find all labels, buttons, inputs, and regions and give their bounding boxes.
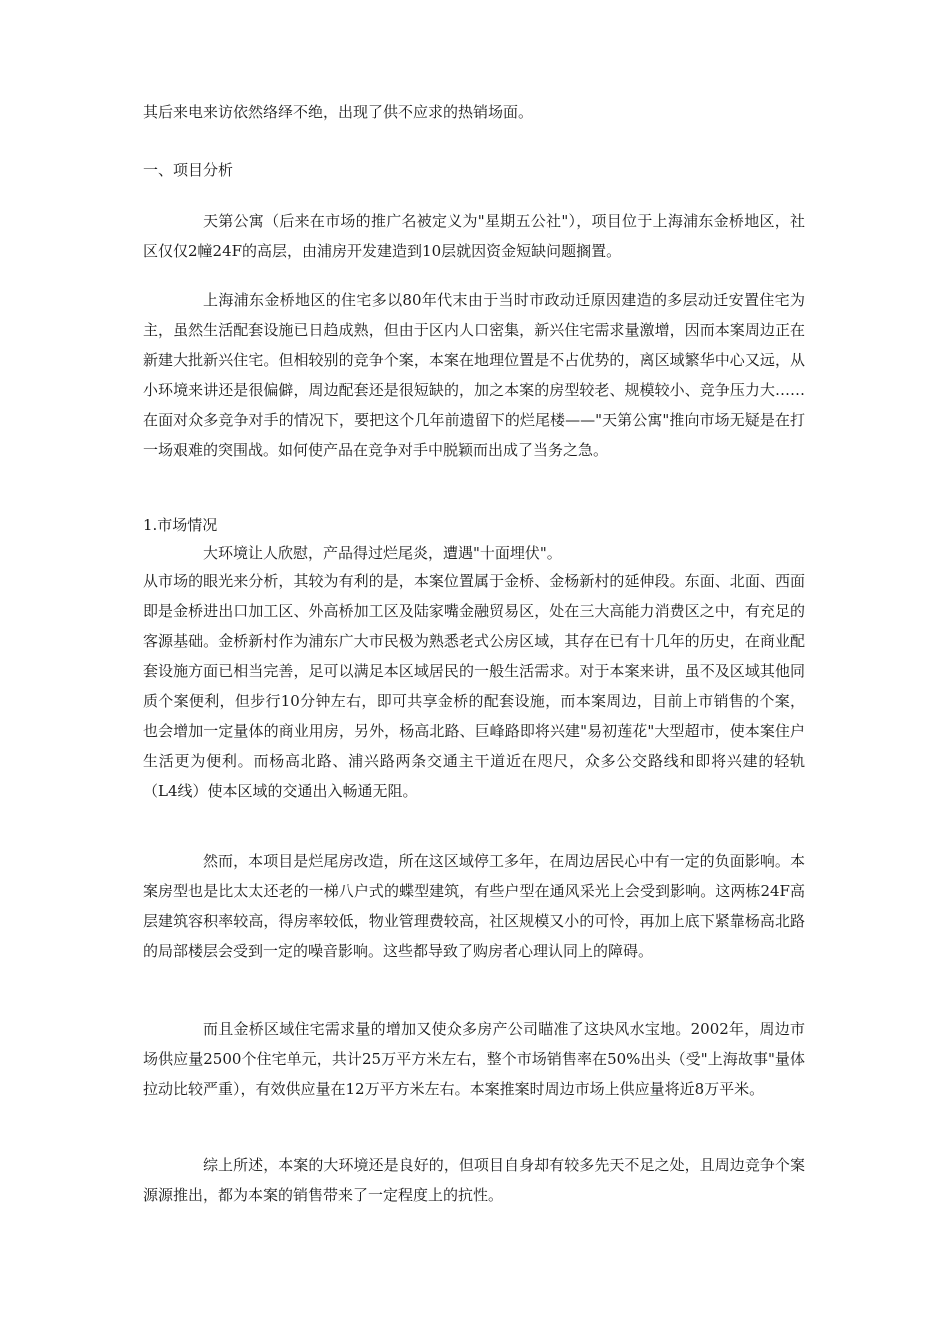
environment-paragraph: 大环境让人欣慰，产品得过烂尾炎，遭遇"十面埋伏"。 [203,544,562,562]
market-paragraph: 从市场的眼光来分析，其较为有利的是，本案位置属于金桥、金杨新村的延伸段。东面、北面、西面即是金桥进出口加工区、外高桥加工区及陆家嘴金融贸易区，处在三大高能力消费区之中，有充足的客源基础。金桥新村作为浦东广大市民极为熟悉老式公房区域，其存在已有十几年的历史，在商业配套设施方面已相当完善，足可以满足本区域居民的一般生活需求。对于本案来讲，虽不及区域其他同质个案便利，但步行10分钟左右，即可共享金桥的配套设施，而本案周边，目前上市销售的个案，也会增加一定量体的商业用房，另外，杨高北路、巨峰路即将兴建"易初莲花"大型超市，使本案住户生活更为便利。而杨高北路、浦兴路两条交通主干道近在咫尺，众多公交路线和即将兴建的轻轨（L4线）使本区域的交通出入畅通无阻。 [143,572,805,800]
project-paragraph: 天第公寓（后来在市场的推广名被定义为"星期五公社"），项目位于上海浦东金桥地区，社区仅仅2幢24F的高层，由浦房开发建造到10层就因资金短缺问题搁置。 [143,212,805,260]
supply-paragraph: 而且金桥区域住宅需求量的增加又使众多房产公司瞄准了这块风水宝地。2002年，周边市场供应量2500个住宅单元，共计25万平方米左右，整个市场销售率在50%出头（受"上海故事"量体拉动比较严重），有效供应量在12万平方米左右。本案推案时周边市场上供应量将近8万平米。 [143,1020,805,1098]
section-heading-project-analysis: 一、项目分析 [143,161,234,179]
subheading-market-situation: 1.市场情况 [143,516,218,534]
area-paragraph: 上海浦东金桥地区的住宅多以80年代末由于当时市政动迁原因建造的多层动迁安置住宅为主，虽然生活配套设施已日趋成熟，但由于区内人口密集，新兴住宅需求量激增，因而本案周边正在新建大批新兴住宅。但相较别的竞争个案，本案在地理位置是不占优势的，离区域繁华中心又远，从小环境来讲还是很偏僻，周边配套还是很短缺的，加之本案的房型较老、规模较小、竞争压力大……在面对众多竞争对手的情况下，要把这个几年前遗留下的烂尾楼——"天第公寓"推向市场无疑是在打一场艰难的突围战。如何使产品在竞争对手中脱颖而出成了当务之急。 [143,291,805,459]
summary-paragraph: 综上所述，本案的大环境还是良好的，但项目自身却有较多先天不足之处，且周边竞争个案源源推出，都为本案的销售带来了一定程度上的抗性。 [143,1156,805,1204]
however-paragraph: 然而，本项目是烂尾房改造，所在这区域停工多年，在周边居民心中有一定的负面影响。本案房型也是比太太还老的一梯八户式的蝶型建筑，有些户型在通风采光上会受到影响。这两栋24F高层建筑容积率较高，得房率较低，物业管理费较高，社区规模又小的可怜，再加上底下紧靠杨高北路的局部楼层会受到一定的噪音影响。这些都导致了购房者心理认同上的障碍。 [143,852,805,960]
intro-paragraph: 其后来电来访依然络绎不绝，出现了供不应求的热销场面。 [143,103,534,121]
